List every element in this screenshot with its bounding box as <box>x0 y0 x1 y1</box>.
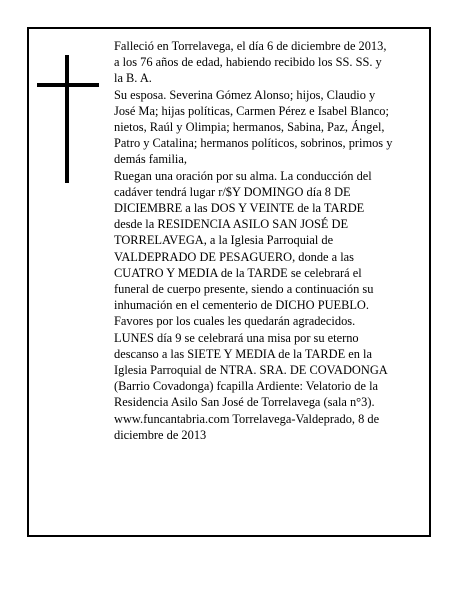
notice-line: Favores por los cuales les quedarán agradecidos. <box>114 314 356 329</box>
notice-line: descanso a las SIETE Y MEDIA de la TARDE en la <box>114 346 372 361</box>
notice-line: funeral de cuerpo presente, siendo a continuación su <box>114 282 374 297</box>
latin-cross-icon <box>37 55 99 183</box>
notice-line: LUNES día 9 se celebrará una misa por su eterno <box>114 330 359 345</box>
notice-line: www.funcantabria.com Torrelavega-Valdeprado, 8 de <box>114 411 380 426</box>
notice-line: demás familia, <box>114 152 187 167</box>
notice-line: a los 76 años de edad, habiendo recibido los SS. SS. y <box>114 55 382 70</box>
cross-vertical-bar <box>65 55 69 183</box>
notice-line: TORRELAVEGA, a la Iglesia Parroquial de <box>114 233 334 248</box>
notice-line: José Ma; hijas políticas, Carmen Pérez e Isabel Blanco; <box>114 103 389 118</box>
notice-line: la B. A. <box>114 71 152 86</box>
notice-line: diciembre de 2013 <box>114 427 207 442</box>
notice-line: Patro y Catalina; hermanos políticos, sobrinos, primos y <box>114 136 393 151</box>
notice-line: VALDEPRADO DE PESAGUERO, donde a las <box>114 249 355 264</box>
notice-line: Residencia Asilo San José de Torrelavega (sala n°3). <box>114 395 375 410</box>
notice-line: nietos, Raúl y Olimpia; hermanos, Sabina, Paz, Ángel, <box>114 120 385 135</box>
notice-line: Iglesia Parroquial de NTRA. SRA. DE COVADONGA <box>114 363 388 378</box>
notice-line: DICIEMBRE a las DOS Y VEINTE de la TARDE <box>114 201 365 216</box>
notice-line: Ruegan una oración por su alma. La conducción del <box>114 168 372 183</box>
obituary-text <box>114 38 426 443</box>
cross-horizontal-bar <box>37 83 99 87</box>
notice-line: Su esposa. Severina Gómez Alonso; hijos, Claudio y <box>114 87 376 102</box>
notice-line: (Barrio Covadonga) fcapilla Ardiente: Velatorio de la <box>114 379 379 394</box>
notice-line: desde la RESIDENCIA ASILO SAN JOSÉ DE <box>114 217 349 232</box>
notice-line: Falleció en Torrelavega, el día 6 de diciembre de 2013, <box>114 39 387 53</box>
notice-line: CUATRO Y MEDIA de la TARDE se celebrará el <box>114 265 362 280</box>
notice-line: inhumación en el cementerio de DICHO PUEBLO. <box>114 298 369 313</box>
notice-line: cadáver tendrá lugar r/$Y DOMINGO día 8 DE <box>114 184 351 199</box>
